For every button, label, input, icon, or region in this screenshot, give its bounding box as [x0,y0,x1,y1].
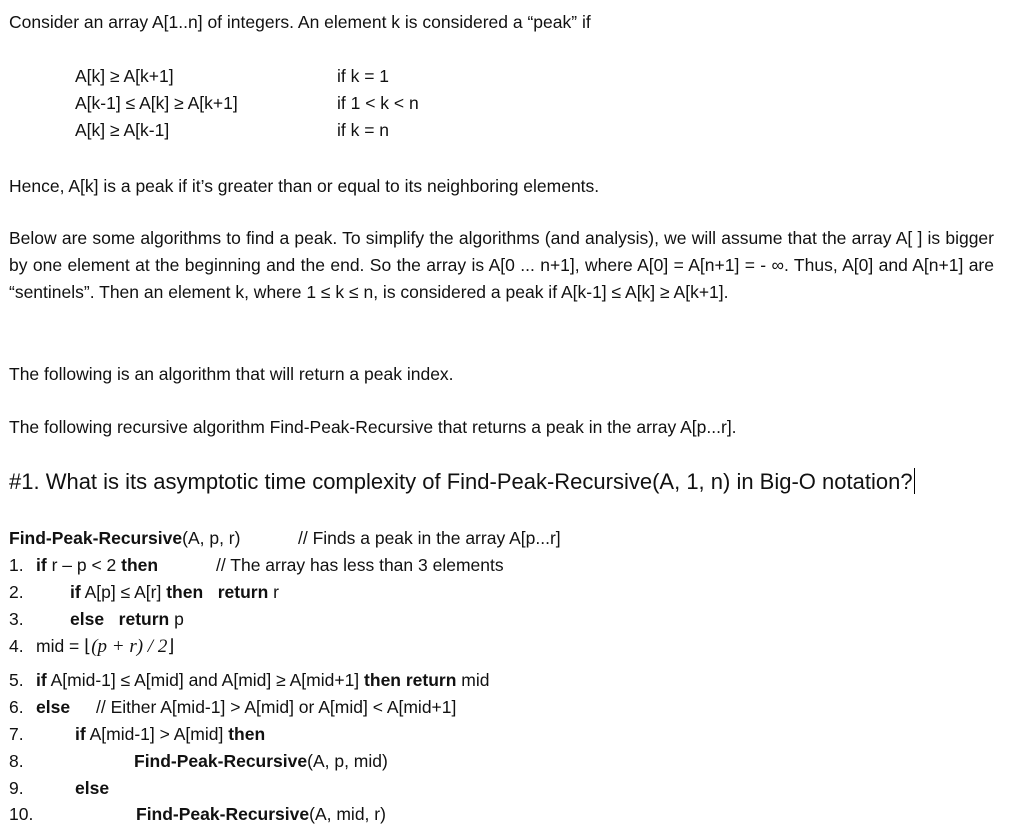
cond: A[mid-1] > A[mid] [85,724,229,744]
following-text-1: The following is an algorithm that will return a peak index. [9,364,454,384]
line-number: 5. [9,670,24,690]
line-2-code [70,581,279,603]
line-9-code [75,777,109,799]
line-number: 9. [9,778,24,798]
text-cursor [914,468,915,494]
line-3-code [70,608,184,630]
cond: r – p < 2 [46,555,122,575]
kw-else: else [36,697,71,717]
floor-right: ⌋ [167,636,175,657]
algo-header [9,527,240,549]
condition-expr-3: A[k] ≥ A[k-1] [75,120,170,140]
kw-if: if [75,724,86,744]
algo-header-comment: // Finds a peak in the array A[p...r] [298,528,561,548]
condition-case-1: if k = 1 [337,66,390,86]
line-6-code [36,696,70,718]
ret-val: p [169,609,184,629]
kw-if: if [36,555,47,575]
condition-case-3: if k = n [337,120,390,140]
mid-assign: mid = [36,636,85,656]
cond: A[mid-1] ≤ A[mid] and A[mid] ≥ A[mid+1] [46,670,365,690]
floor-expression: (p + r) / 2 [91,636,168,657]
line-number: 1. [9,555,24,575]
question-text: #1. What is its asymptotic time complexity of Find-Peak-Recursive(A, 1, n) in Big-O notation? [9,469,913,494]
ret-val: r [268,582,279,602]
line-10-code [136,803,386,825]
line-6-comment: // Either A[mid-1] > A[mid] or A[mid] < A[mid+1] [96,697,457,717]
line-number: 8. [9,751,24,771]
line-number: 3. [9,609,24,629]
line-number: 2. [9,582,24,602]
recursive-call: Find-Peak-Recursive [136,804,310,824]
condition-case-2: if 1 < k < n [337,93,419,113]
ret-val: mid [456,670,490,690]
line-5-code [36,669,489,691]
line-number: 4. [9,636,24,656]
line-1-comment: // The array has less than 3 elements [216,555,504,575]
line-number: 6. [9,697,24,717]
line-8-code [134,750,388,772]
recursive-call: Find-Peak-Recursive [134,751,308,771]
kw-if: if [36,670,47,690]
cond: A[p] ≤ A[r] [80,582,167,602]
kw-return: return [118,609,170,629]
condition-expr-1: A[k] ≥ A[k+1] [75,66,174,86]
kw-else: else [70,609,105,629]
intro-text: Consider an array A[1..n] of integers. An element k is considered a “peak” if [9,12,591,32]
algo-args: (A, p, r) [182,528,241,548]
line-number: 10. [9,804,34,824]
line-1-code [36,554,158,576]
kw-then: then [228,724,266,744]
hence-text: Hence, A[k] is a peak if it’s greater than or equal to its neighboring elements. [9,176,600,196]
call-args: (A, p, mid) [307,751,388,771]
algo-name: Find-Peak-Recursive [9,528,183,548]
following-text-2: The following recursive algorithm Find-Peak-Recursive that returns a peak in the array A[p...r]. [9,417,737,437]
line-number: 7. [9,724,24,744]
floor-left: ⌊ [84,636,92,657]
kw-if: if [70,582,81,602]
call-args: (A, mid, r) [309,804,386,824]
kw-then: then [166,582,204,602]
sentinel-paragraph: Below are some algorithms to find a peak. To simplify the algorithms (and analysis), we will assume that the array A[ ] is bigger by one element at the beginning and the end. So the array is A[0 ... n+1], where A[0] = A[n+1] = - ∞. Thus, A[0] and A[n+1] are “sentinels”. Then an element k, where 1 ≤ k ≤ n, is considered a peak if A[k-1] ≤ A[k] ≥ A[k+1]. [9,228,994,302]
condition-expr-2: A[k-1] ≤ A[k] ≥ A[k+1] [75,93,238,113]
question-heading [9,467,915,497]
line-7-code [75,723,265,745]
kw-else: else [75,778,110,798]
kw-return: return [217,582,269,602]
kw-then: then [121,555,159,575]
line-4-code [36,635,174,658]
kw-then-return: then return [364,670,457,690]
